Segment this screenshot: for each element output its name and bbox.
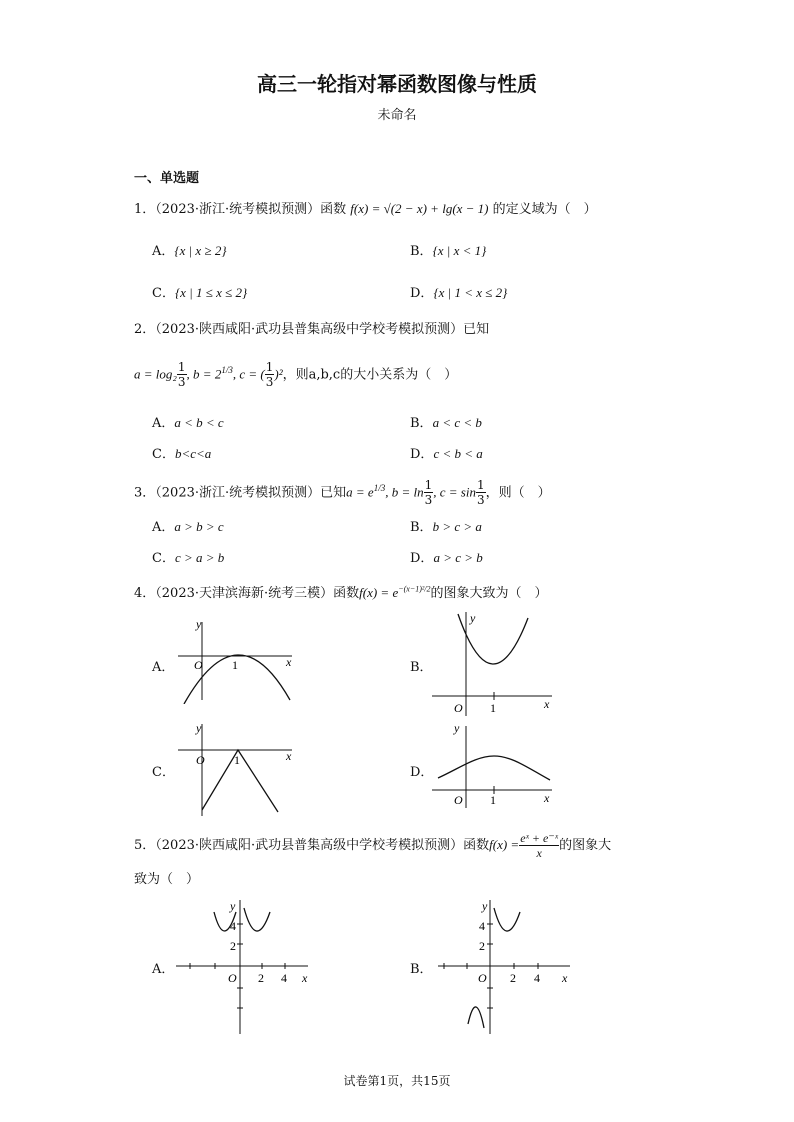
question-4-graph-d bbox=[430, 718, 560, 808]
svg-text:x: x bbox=[302, 971, 308, 985]
svg-text:O: O bbox=[454, 793, 463, 807]
svg-text:O: O bbox=[454, 701, 463, 715]
question-2-option-b[interactable]: B．a < c < b bbox=[410, 415, 482, 431]
svg-text:x: x bbox=[562, 971, 568, 985]
question-3-stem: 3．（2023·浙江·统考模拟预测）已知$a = e^{1/3}$, b = ln $\frac{1}{3}$ , c = sin $\frac{1}{3}$ ，则（ ） bbox=[134, 478, 551, 508]
svg-text:O: O bbox=[478, 971, 487, 985]
question-2-formula-line: a = log₂ $\frac{1}{3}$ , $b = 2^{1/3}$, c = ( $\frac{1}{3}$ )²，则a,b,c的大小关系为（ ） bbox=[134, 360, 458, 390]
svg-text:y: y bbox=[230, 899, 236, 913]
svg-text:2: 2 bbox=[479, 939, 485, 953]
svg-text:x: x bbox=[544, 697, 550, 711]
svg-text:O: O bbox=[194, 658, 203, 672]
question-2-option-a[interactable]: A．a < b < c bbox=[152, 415, 224, 431]
svg-text:x: x bbox=[286, 749, 292, 763]
question-3-option-b[interactable]: B．b > c > a bbox=[410, 519, 482, 535]
question-1-option-c[interactable]: C．{x | 1 ≤ x ≤ 2} bbox=[152, 285, 248, 301]
question-1-option-a[interactable]: A．{x | x ≥ 2} bbox=[152, 243, 227, 259]
svg-text:2: 2 bbox=[510, 971, 516, 985]
page-footer: 试卷第1页，共15页 bbox=[343, 1074, 451, 1088]
question-5-graph-b bbox=[434, 896, 584, 1036]
svg-text:y: y bbox=[196, 721, 202, 735]
svg-text:4: 4 bbox=[230, 919, 236, 933]
question-5-option-b[interactable]: B． bbox=[410, 962, 433, 977]
document-title: 高三一轮指对幂函数图像与性质 bbox=[257, 72, 537, 96]
question-number: 2． bbox=[134, 322, 156, 337]
question-3-option-a[interactable]: A．a > b > c bbox=[152, 519, 224, 535]
question-5-graph-a bbox=[172, 896, 322, 1036]
svg-text:O: O bbox=[228, 971, 237, 985]
svg-text:O: O bbox=[196, 753, 205, 767]
document-subtitle: 未命名 bbox=[377, 108, 417, 123]
question-1-option-d[interactable]: D．{x | 1 < x ≤ 2} bbox=[410, 285, 508, 301]
question-4-option-c[interactable]: C． bbox=[152, 765, 175, 780]
svg-text:2: 2 bbox=[258, 971, 264, 985]
question-source: （2023·浙江·统考模拟预测）函数 bbox=[155, 202, 347, 217]
question-4-option-a[interactable]: A． bbox=[152, 660, 175, 675]
question-4-graph-b bbox=[430, 608, 560, 718]
question-2-option-d[interactable]: D．c < b < a bbox=[410, 446, 483, 462]
question-formula: f(x) = √(2 − x) + lg(x − 1) bbox=[350, 201, 489, 216]
svg-text:4: 4 bbox=[281, 971, 287, 985]
svg-text:y: y bbox=[454, 721, 460, 735]
question-4-stem: 4．（2023·天津滨海新·统考三模）函数$f(x) = e^{-(x-1)^2/2}$的图象大致为（ ） bbox=[134, 584, 548, 601]
question-4-graph-c bbox=[172, 718, 302, 818]
question-2-option-c[interactable]: C．b<c<a bbox=[152, 446, 212, 462]
question-3-option-c[interactable]: C．c > a > b bbox=[152, 550, 225, 566]
svg-text:y: y bbox=[470, 611, 476, 625]
question-number: 1． bbox=[134, 202, 156, 217]
section-heading: 一、单选题 bbox=[134, 171, 200, 186]
question-5-option-a[interactable]: A． bbox=[152, 962, 175, 977]
svg-text:1: 1 bbox=[232, 658, 238, 672]
svg-text:x: x bbox=[544, 791, 550, 805]
question-suffix: 的定义域为（ ） bbox=[492, 202, 597, 217]
question-4-graph-a bbox=[172, 614, 302, 704]
question-5-stem: 5．（2023·陕西咸阳·武功县普集高级中学校考模拟预测）函数f(x) = $\frac{\text{eˣ + e⁻ˣ}}{x}$ 的图象大 bbox=[134, 831, 612, 860]
question-5-stem-continued: 致为（ ） bbox=[134, 872, 200, 887]
question-4-option-b[interactable]: B． bbox=[410, 660, 433, 675]
svg-text:1: 1 bbox=[490, 793, 496, 807]
question-1-stem bbox=[134, 198, 597, 217]
question-4-option-d[interactable]: D． bbox=[410, 765, 434, 780]
svg-text:1: 1 bbox=[490, 701, 496, 715]
svg-text:y: y bbox=[482, 899, 488, 913]
question-source: （2023·陕西咸阳·武功县普集高级中学校考模拟预测）已知 bbox=[155, 322, 490, 337]
question-3-option-d[interactable]: D．a > c > b bbox=[410, 550, 483, 566]
svg-text:y: y bbox=[196, 617, 202, 631]
question-2-stem bbox=[134, 318, 489, 337]
svg-text:1: 1 bbox=[234, 753, 240, 767]
svg-text:4: 4 bbox=[534, 971, 540, 985]
svg-text:x: x bbox=[286, 655, 292, 669]
question-1-option-b[interactable]: B．{x | x < 1} bbox=[410, 243, 487, 259]
svg-text:4: 4 bbox=[479, 919, 485, 933]
svg-text:2: 2 bbox=[230, 939, 236, 953]
